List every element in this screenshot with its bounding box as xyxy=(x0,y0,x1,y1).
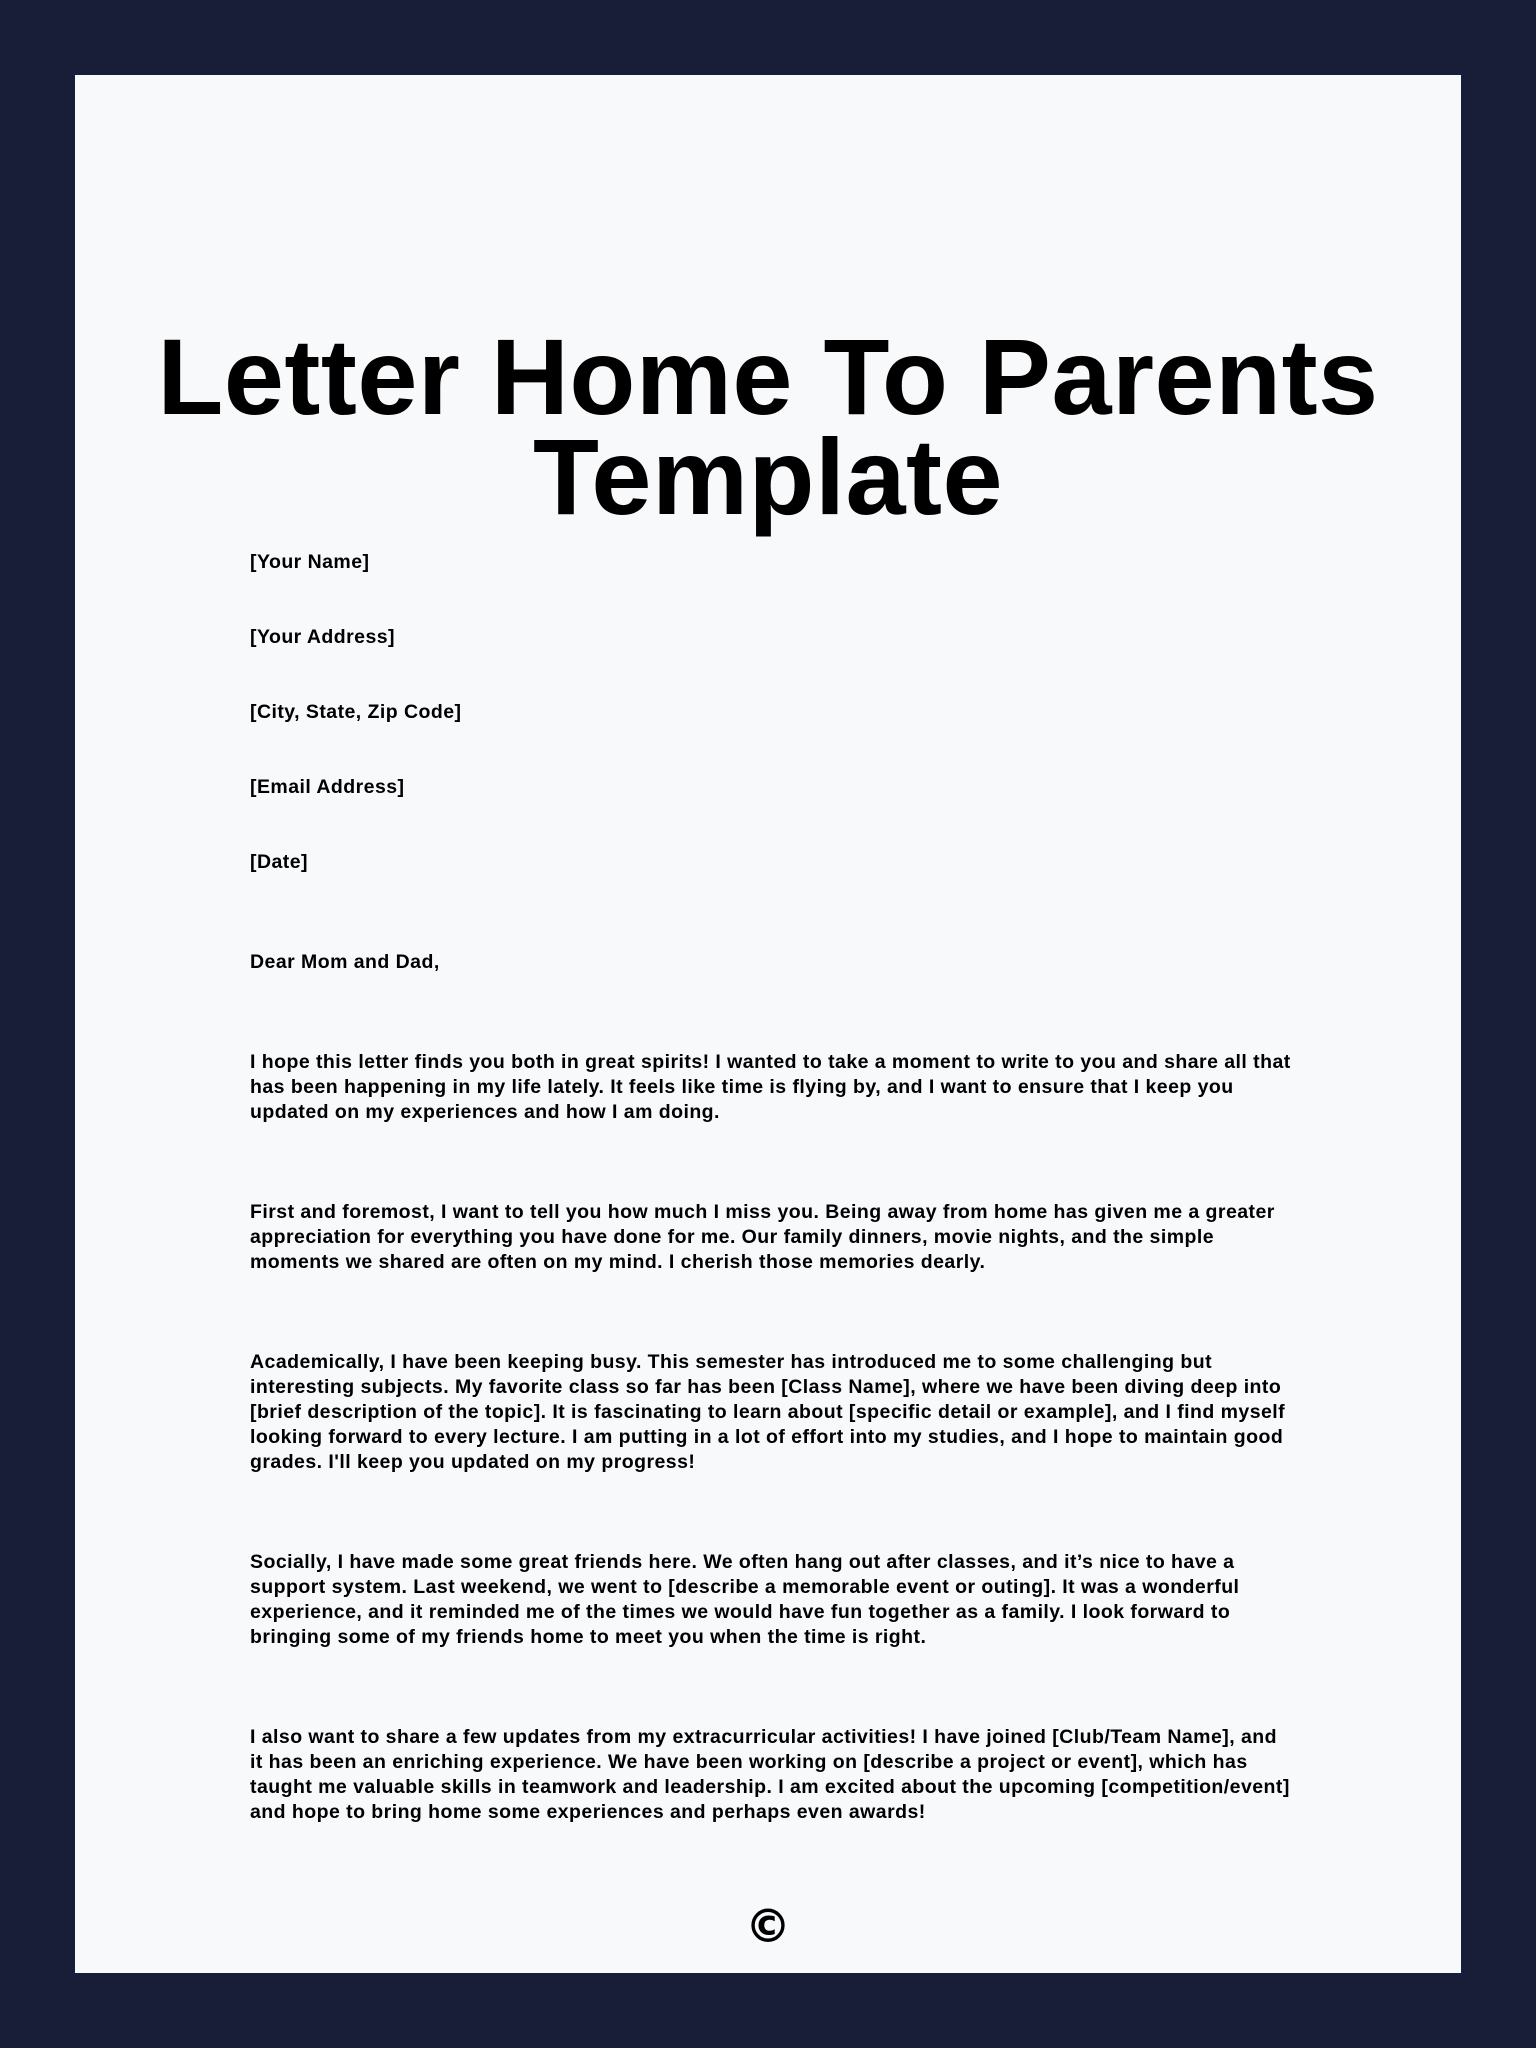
paragraph-line: I also want to share a few updates from my extracurricular activities! I have joined [Club/Team Name], and xyxy=(250,1726,1277,1748)
page-title xyxy=(75,316,1461,537)
salutation: Dear Mom and Dad, xyxy=(250,951,440,973)
paragraph-line: looking forward to every lecture. I am putting in a lot of effort into my studies, and I hope to maintain good xyxy=(250,1426,1284,1448)
paragraph-line: updated on my experiences and how I am doing. xyxy=(250,1101,720,1123)
paragraph-line: taught me valuable skills in teamwork and leadership. I am excited about the upcoming [competition/event] xyxy=(250,1776,1290,1798)
title-line-1: Letter Home To Parents xyxy=(157,316,1379,437)
paragraph-line: bringing some of my friends home to meet you when the time is right. xyxy=(250,1626,927,1648)
paragraph-line: Academically, I have been keeping busy. This semester has introduced me to some challenging but xyxy=(250,1351,1213,1373)
letter-page xyxy=(75,75,1461,1973)
paragraph-line: I hope this letter finds you both in great spirits! I wanted to take a moment to write to you and share all that xyxy=(250,1051,1291,1073)
paragraph-line: it has been an enriching experience. We have been working on [describe a project or event], which has xyxy=(250,1751,1248,1773)
letter-date: [Date] xyxy=(250,851,308,873)
paragraph-line: has been happening in my life lately. It feels like time is flying by, and I want to ensure that I keep you xyxy=(250,1076,1234,1098)
paragraph-line: experience, and it reminded me of the times we would have fun together as a family. I look forward to xyxy=(250,1601,1231,1623)
paragraph-greeting xyxy=(250,1050,1310,1125)
paragraph-line: appreciation for everything you have done for me. Our family dinners, movie nights, and the simple xyxy=(250,1226,1215,1248)
sender-name: [Your Name] xyxy=(250,551,370,573)
paragraph-line: Socially, I have made some great friends here. We often hang out after classes, and it’s nice to have a xyxy=(250,1551,1235,1573)
paragraph-line: support system. Last weekend, we went to [describe a memorable event or outing]. It was a wonderful xyxy=(250,1576,1240,1598)
paragraph-missing-home xyxy=(250,1200,1310,1275)
paragraph-line: [brief description of the topic]. It is fascinating to learn about [specific detail or example], and I find myself xyxy=(250,1401,1286,1423)
paragraph-social xyxy=(250,1550,1310,1650)
paragraph-extracurricular xyxy=(250,1725,1310,1825)
paragraph-academics xyxy=(250,1350,1310,1475)
paragraph-line: interesting subjects. My favorite class so far has been [Class Name], where we have been diving deep into xyxy=(250,1376,1282,1398)
sender-city-state-zip: [City, State, Zip Code] xyxy=(250,701,462,723)
title-line-2: Template xyxy=(532,416,1004,537)
paragraph-line: grades. I'll keep you updated on my progress! xyxy=(250,1451,696,1473)
sender-address: [Your Address] xyxy=(250,626,395,648)
paragraph-line: First and foremost, I want to tell you how much I miss you. Being away from home has given me a greater xyxy=(250,1201,1275,1223)
copyright-icon: © xyxy=(745,1899,791,1953)
paragraph-line: and hope to bring home some experiences and perhaps even awards! xyxy=(250,1801,926,1823)
paragraph-line: moments we shared are often on my mind. I cherish those memories dearly. xyxy=(250,1251,986,1273)
sender-email: [Email Address] xyxy=(250,776,405,798)
